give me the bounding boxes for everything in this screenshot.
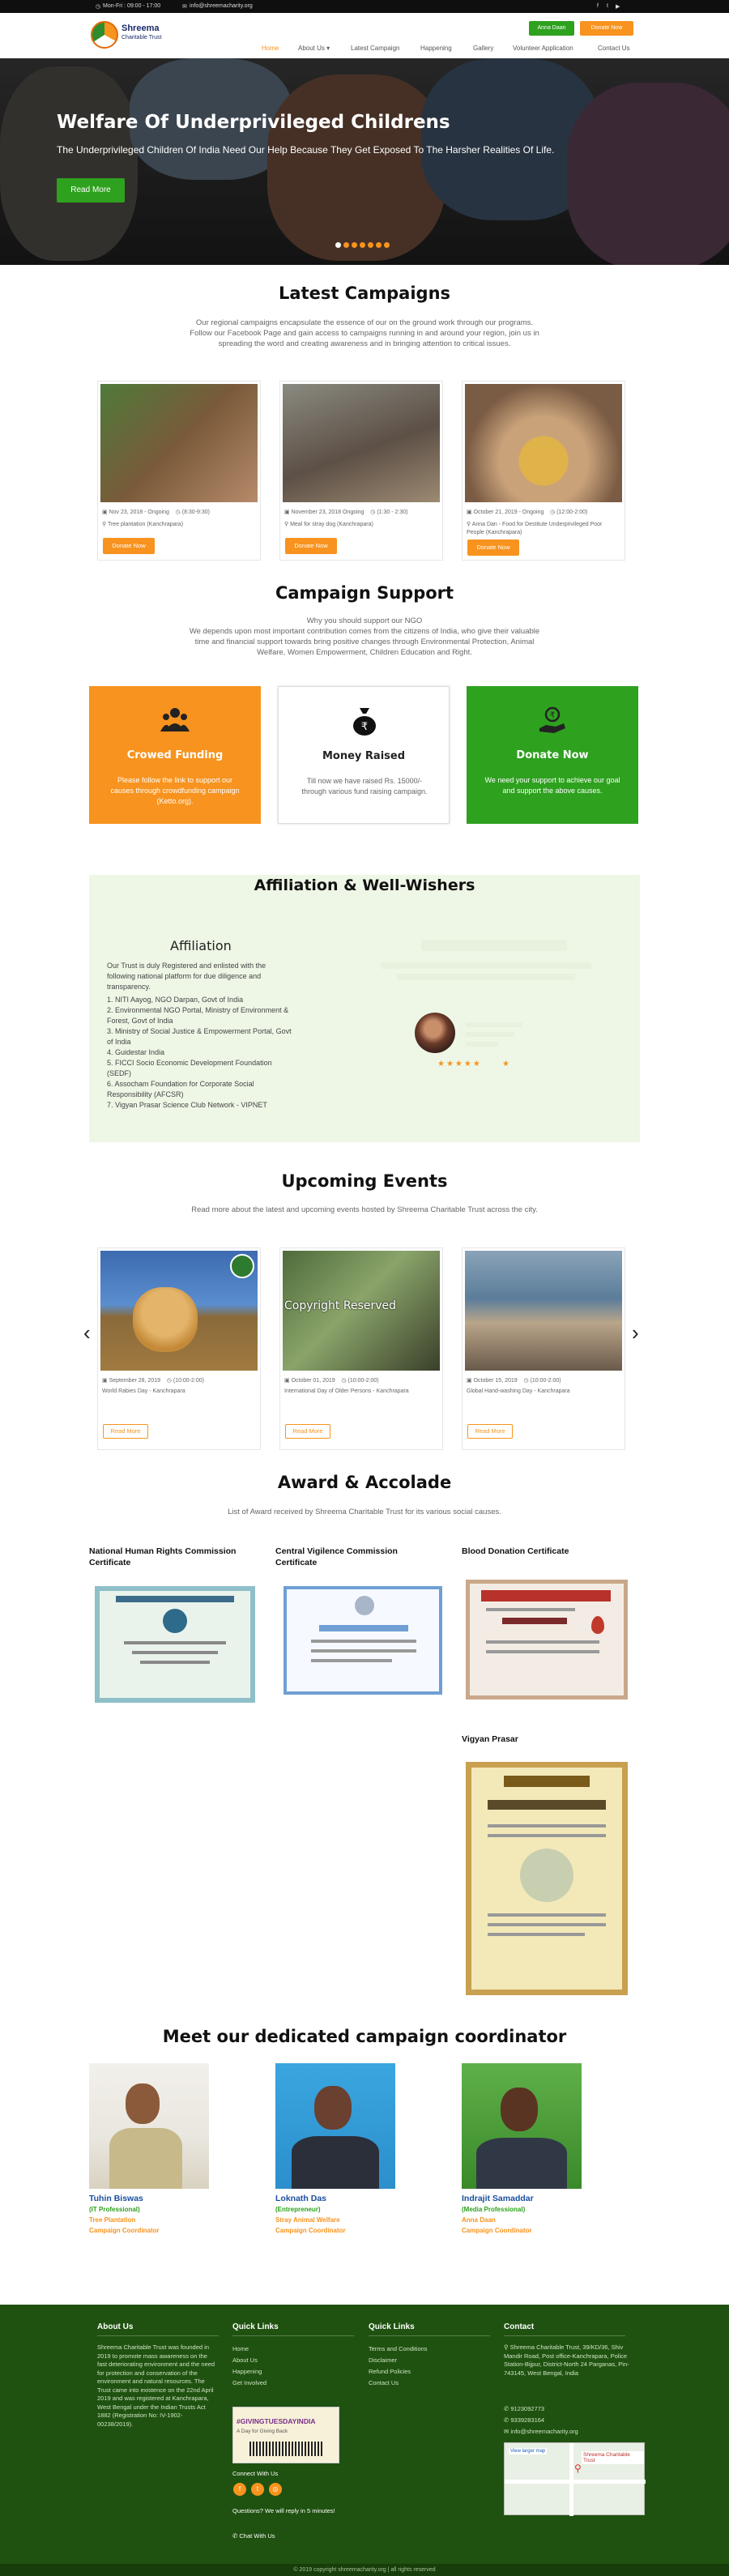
- footer-link-terms[interactable]: Terms and Conditions: [369, 2345, 428, 2352]
- crowdfunding-text: Please follow the link to support our causes through crowdfunding campaign (Ketto.org).: [110, 776, 240, 805]
- footer-quick-links-title: Quick Links: [232, 2322, 279, 2331]
- opening-hours: Mon-Fri : 09:00 - 17:00: [103, 3, 161, 9]
- testimonial-faded-role: [466, 1042, 498, 1047]
- member-name: Loknath Das: [275, 2194, 327, 2203]
- calendar-icon: ▣: [102, 1378, 109, 1384]
- map-road: [569, 2443, 573, 2516]
- rating-star: ★: [502, 1060, 509, 1068]
- slider-dot[interactable]: [343, 242, 349, 248]
- cert-text-line: [488, 1933, 585, 1936]
- anna-daan-button[interactable]: Anna Daan: [529, 21, 574, 36]
- givingtuesday-banner[interactable]: [232, 2407, 339, 2463]
- blood-drop-icon: [591, 1616, 604, 1634]
- cert-text-line: [140, 1661, 210, 1664]
- cert-header-bar: [488, 1800, 606, 1810]
- affiliation-item: 2. Environmental NGO Portal, Ministry of Environment & Forest, Govt of India: [107, 1006, 289, 1025]
- campaign-date: ▣ November 23, 2018 Ongoing ◷ (1:30 - 2:30): [284, 510, 408, 515]
- slider-dot[interactable]: [384, 242, 390, 248]
- location-pin-icon: ⚲: [284, 522, 291, 527]
- testimonial-faded-role: [466, 1032, 514, 1037]
- footer-link-disclaimer[interactable]: Disclaimer: [369, 2356, 398, 2364]
- footer-quick-links-title: Quick Links: [369, 2322, 415, 2331]
- cert-header-bar: [504, 1776, 590, 1787]
- calendar-icon: ▣: [102, 510, 109, 515]
- cert-text-line: [311, 1640, 416, 1643]
- copyright-bar: © 2019 copyright shreemacharity.org | all rights reserved: [0, 2564, 729, 2576]
- event-date: ▣ October 01, 2019 ◷ (10:00-2:00): [284, 1378, 379, 1384]
- campaign-photo[interactable]: [100, 384, 258, 502]
- twitter-icon[interactable]: t: [607, 3, 608, 9]
- money-raised-title: Money Raised: [322, 750, 406, 762]
- member-position: Campaign Coordinator: [89, 2227, 160, 2234]
- campaign-photo[interactable]: [465, 384, 622, 502]
- nav-about-us[interactable]: About Us ▾: [298, 45, 330, 52]
- member-position: Campaign Coordinator: [462, 2227, 532, 2234]
- dog-shape: [133, 1287, 198, 1352]
- cert-text-line: [124, 1641, 226, 1644]
- money-raised-text: Till now we have raised Rs. 15000/- through various fund raising campaign.: [301, 777, 428, 795]
- event-read-more-button[interactable]: Read More: [467, 1424, 513, 1439]
- map-pin-label: Shreema Charitable Trust: [582, 2451, 644, 2464]
- affiliation-item: 3. Ministry of Social Justice & Empowerment Portal, Govt of India: [107, 1027, 292, 1046]
- event-photo[interactable]: [100, 1251, 258, 1371]
- events-next-arrow[interactable]: ›: [632, 1320, 639, 1345]
- footer: [0, 2305, 729, 2576]
- affiliation-intro: Our Trust is duly Registered and enlisted with the following national platform for due diligence and transparency.: [107, 962, 266, 991]
- member-campaign: Tree Plantation: [89, 2216, 136, 2224]
- chat-with-us-button[interactable]: ✆ Chat With Us: [232, 2532, 275, 2540]
- member-face: [126, 2083, 160, 2124]
- connect-with-us-label: Connect With Us: [232, 2470, 279, 2477]
- brand-name[interactable]: Shreema: [122, 23, 160, 33]
- testimonial-faded-heading: [421, 940, 567, 951]
- location-map[interactable]: [504, 2442, 645, 2515]
- campaign-photo[interactable]: [283, 384, 440, 502]
- member-campaign: Stray Animal Welfare: [275, 2216, 340, 2224]
- footer-address: ⚲ Shreema Charitable Trust, 39/KD/36, Shiv Mandir Road, Post office-Kanchrapara, Police Station-Bijpur, District-North 24 Parganas, Pin-743145, West Bengal, India: [504, 2344, 629, 2377]
- donate-icon: [536, 704, 569, 736]
- clock-icon: ◷: [550, 510, 557, 515]
- mail-icon: ✉: [504, 2428, 511, 2435]
- clock-icon: ◷: [166, 1378, 173, 1384]
- cert-text-line: [486, 1640, 599, 1644]
- footer-link-home[interactable]: Home: [232, 2345, 249, 2352]
- cert-header-bar: [319, 1625, 408, 1631]
- nav-volunteer-application[interactable]: Volunteer Application: [513, 45, 573, 52]
- cert-text-line: [486, 1650, 599, 1653]
- team-title: Meet our dedicated campaign coordinator: [162, 2027, 567, 2046]
- cert-emblem: [355, 1596, 374, 1615]
- testimonial-faded-text: [381, 962, 591, 969]
- testimonial-slider[interactable]: [348, 932, 624, 1069]
- svg-text:₹: ₹: [360, 721, 369, 733]
- awards-title: Award & Accolade: [277, 1473, 452, 1492]
- brand-tagline: Charitable Trust: [122, 35, 162, 41]
- hero-overlay: [0, 58, 729, 265]
- member-face: [314, 2086, 352, 2130]
- testimonial-faded-text: [397, 974, 575, 980]
- campaign-location: ⚲ Meal for stray dog (Kanchrapara): [284, 522, 373, 527]
- location-pin-icon: ⚲: [504, 2344, 510, 2351]
- footer-phone-1[interactable]: ✆ 9123092773: [504, 2405, 545, 2412]
- testimonial-faded-name: [466, 1022, 522, 1027]
- cert-text-line: [132, 1651, 218, 1654]
- member-name: Indrajit Samaddar: [462, 2194, 534, 2203]
- footer-contact-title: Contact: [504, 2322, 535, 2331]
- cert-text-line: [488, 1824, 606, 1828]
- campaign-location: ⚲ Anna Dan - Food for Destitute Underprivileged Poor People (Kanchrapara): [467, 522, 603, 535]
- cert-emblem: [163, 1609, 187, 1633]
- givingtuesday-graphic: [249, 2442, 324, 2456]
- support-lead: Why you should support our NGO: [306, 616, 423, 625]
- affiliation-item: 4. Guidestar India: [107, 1048, 165, 1056]
- map-road: [505, 2480, 646, 2484]
- hero-read-more-button[interactable]: Read More: [57, 178, 125, 203]
- twitter-icon[interactable]: t: [251, 2483, 264, 2496]
- events-title: Upcoming Events: [281, 1171, 448, 1191]
- chevron-down-icon: ▾: [326, 45, 330, 52]
- nav-contact-us[interactable]: Contact Us: [598, 45, 630, 52]
- nav-gallery[interactable]: Gallery: [473, 45, 494, 52]
- member-body: [292, 2136, 379, 2189]
- footer-link-refund[interactable]: Refund Policies: [369, 2368, 411, 2375]
- member-campaign: Anna Daan: [462, 2216, 496, 2224]
- footer-email[interactable]: ✉ info@shreemacharity.org: [504, 2428, 578, 2435]
- nav-home[interactable]: Home: [262, 45, 279, 52]
- slider-dot[interactable]: [376, 242, 382, 248]
- support-title: Campaign Support: [275, 583, 454, 603]
- footer-link-contact[interactable]: Contact Us: [369, 2379, 399, 2386]
- event-read-more-button[interactable]: Read More: [285, 1424, 330, 1439]
- member-position: Campaign Coordinator: [275, 2227, 346, 2234]
- event-photo[interactable]: [465, 1251, 622, 1371]
- campaign-donate-button[interactable]: Donate Now: [285, 538, 337, 554]
- events-intro: Read more about the latest and upcoming events hosted by Shreema Charitable Trust across the city.: [191, 1205, 538, 1214]
- money-raised-box: [278, 686, 450, 824]
- instagram-icon[interactable]: ◎: [269, 2483, 282, 2496]
- crowdfunding-title: Crowed Funding: [126, 749, 224, 761]
- member-role: (Entrepreneur): [275, 2206, 321, 2213]
- events-prev-arrow[interactable]: ‹: [83, 1320, 91, 1345]
- donate-now-box[interactable]: [467, 686, 638, 824]
- campaign-donate-button[interactable]: Donate Now: [103, 538, 155, 554]
- cert-text-line: [311, 1659, 392, 1662]
- donate-now-header-button[interactable]: Donate Now: [580, 21, 633, 36]
- footer-link-about[interactable]: About Us: [232, 2356, 258, 2364]
- event-logo: [230, 1254, 254, 1278]
- member-role: (IT Professional): [89, 2206, 140, 2213]
- footer-link-get-involved[interactable]: Get Involved: [232, 2379, 267, 2386]
- phone-icon: ✆: [504, 2405, 511, 2412]
- affiliation-item: 5. FICCI Socio Economic Development Foundation (SEDF): [107, 1059, 272, 1077]
- member-body: [109, 2128, 182, 2189]
- campaign-date: ▣ October 21, 2019 - Ongoing ◷ (12:00-2:00): [467, 510, 588, 515]
- awards-intro: List of Award received by Shreema Charitable Trust for its various social causes.: [228, 1508, 501, 1516]
- cert-text-line: [488, 1923, 606, 1926]
- award-title: Vigyan Prasar: [462, 1734, 518, 1744]
- donate-now-title: Donate Now: [516, 749, 589, 761]
- calendar-icon: ▣: [467, 510, 474, 515]
- calendar-icon: ▣: [284, 1378, 292, 1384]
- affiliation-subtitle: Affiliation: [170, 938, 232, 953]
- map-pin-icon: ⚲: [574, 2463, 582, 2474]
- footer-link-happening[interactable]: Happening: [232, 2368, 262, 2375]
- affiliation-item: 7. Vigyan Prasar Science Club Network - VIPNET: [107, 1101, 267, 1109]
- facebook-icon[interactable]: f: [597, 3, 599, 9]
- photo-watermark: Copyright Reserved: [284, 1299, 397, 1312]
- crowdfunding-box[interactable]: [89, 686, 261, 824]
- givingtuesday-subtitle: A Day for Giving Back: [237, 2429, 288, 2434]
- vigyan-prasar-certificate-image[interactable]: [466, 1762, 628, 1995]
- hero-slider: [0, 58, 729, 265]
- hero-subtitle: The Underprivileged Children Of India Need Our Help Because They Get Exposed To The Harsher Realities Of Life.: [57, 144, 555, 156]
- rating-stars: ★★★★★: [437, 1060, 482, 1068]
- campaign-donate-button[interactable]: Donate Now: [467, 540, 519, 556]
- cvc-certificate-image[interactable]: [284, 1586, 442, 1695]
- event-title: International Day of Older Persons - Kanchrapara: [284, 1388, 409, 1394]
- cert-header-bar: [481, 1590, 611, 1601]
- event-date: ▣ October 15, 2019 ◷ (10:00-2:00): [467, 1378, 561, 1384]
- footer-divider: [97, 2335, 219, 2336]
- event-date: ▣ September 28, 2019 ◷ (10:00-2:00): [102, 1378, 204, 1384]
- cert-text-line: [488, 1913, 606, 1917]
- event-photo[interactable]: [283, 1251, 440, 1371]
- footer-divider: [504, 2335, 625, 2336]
- affiliation-title: Affiliation & Well-Wishers: [254, 876, 475, 894]
- mail-icon: ✉: [182, 4, 187, 10]
- blood-donation-certificate-image[interactable]: [466, 1580, 628, 1700]
- svg-text:₹: ₹: [549, 711, 556, 720]
- affiliation-item: 6. Assocham Foundation for Corporate Social Responsibility (AFCSR): [107, 1080, 254, 1098]
- event-read-more-button[interactable]: Read More: [103, 1424, 148, 1439]
- calendar-icon: ▣: [467, 1378, 474, 1384]
- footer-about-title: About Us: [97, 2322, 134, 2331]
- campaign-location: ⚲ Tree plantation (Kanchrapara): [102, 522, 184, 527]
- slider-dot[interactable]: [360, 242, 365, 248]
- givingtuesday-title: #GIVINGTUESDAYINDIA: [237, 2417, 316, 2425]
- award-title: Blood Donation Certificate: [462, 1546, 569, 1556]
- member-photo[interactable]: [462, 2063, 582, 2189]
- testimonial-avatar: [415, 1013, 455, 1053]
- people-icon: [159, 704, 191, 736]
- youtube-icon[interactable]: ▶: [616, 4, 620, 10]
- nav-latest-campaign[interactable]: Latest Campaign: [351, 45, 400, 52]
- member-photo[interactable]: [89, 2063, 209, 2189]
- chat-prompt-text: Questions? We will reply in 5 minutes!: [232, 2507, 335, 2514]
- footer-about-text: Shreema Charitable Trust was founded in 2019 to promote mass awareness on the fast deteriorating environment and the need for protection and conservation of the environment and natural resources. The Trust came into existence on the 22nd April 2019 and was registered at Kanchrapara, West Bengal under the Indian Trusts Act 1882 (Registration No: IV-1902-00238/2019).: [97, 2344, 215, 2428]
- slider-dot[interactable]: [352, 242, 357, 248]
- campaign-date: ▣ Nov 23, 2018 - Ongoing ◷ (8:30-9:30): [102, 510, 210, 515]
- footer-divider: [232, 2335, 354, 2336]
- award-title: Central Vigilence Commission Certificate: [275, 1546, 398, 1567]
- clock-icon: ◷: [370, 510, 377, 515]
- view-larger-map-link[interactable]: View larger map: [510, 2449, 546, 2454]
- cert-text-line: [486, 1608, 575, 1611]
- clock-icon: ◷: [523, 1378, 531, 1384]
- cert-text-line: [488, 1834, 606, 1837]
- nhrc-certificate-image[interactable]: [95, 1586, 255, 1703]
- cert-watermark: [520, 1849, 573, 1902]
- footer-divider: [369, 2335, 490, 2336]
- footer-phone-2[interactable]: ✆ 9339283164: [504, 2416, 545, 2424]
- member-role: (Media Professional): [462, 2206, 526, 2213]
- slider-dot[interactable]: [335, 242, 341, 248]
- slider-dot[interactable]: [368, 242, 373, 248]
- money-bag-icon: [348, 705, 381, 737]
- affiliation-item: 1. NITI Aayog, NGO Darpan, Govt of India: [107, 996, 244, 1004]
- member-face: [501, 2088, 538, 2131]
- member-photo[interactable]: [275, 2063, 395, 2189]
- logo[interactable]: [91, 21, 118, 49]
- clock-icon: ◷: [175, 510, 182, 515]
- calendar-icon: ▣: [284, 510, 292, 515]
- location-pin-icon: ⚲: [467, 522, 472, 527]
- whatsapp-icon: ✆: [232, 2532, 240, 2540]
- affiliation-list: [107, 995, 295, 1111]
- support-intro: We depends upon most important contribution comes from the citizens of India, who give their valuable time and financial support towards bring positive changes through Environmental Protection, Animal Welfare, Women Empowerment, Children Education and Right.: [189, 627, 540, 657]
- member-body: [476, 2138, 567, 2189]
- location-pin-icon: ⚲: [102, 522, 108, 527]
- clock-icon: ◷: [96, 4, 101, 10]
- event-title: Global Hand-washing Day - Kanchrapara: [467, 1388, 570, 1394]
- nav-happening[interactable]: Happening: [420, 45, 452, 52]
- hero-title: Welfare Of Underprivileged Childrens: [57, 112, 450, 133]
- member-name: Tuhin Biswas: [89, 2194, 143, 2203]
- campaigns-intro: Our regional campaigns encapsulate the essence of our on the ground work through our programs. Follow our Facebook Page and gain access to campaigns running in and around your region, join us in spreading the word and creating awareness and in bringing attention to critical issues.: [190, 318, 539, 348]
- cert-text-line: [502, 1618, 567, 1624]
- cert-text-line: [311, 1649, 416, 1653]
- campaigns-title: Latest Campaigns: [278, 284, 451, 303]
- cert-header-bar: [116, 1596, 234, 1602]
- top-bar: [0, 0, 729, 13]
- phone-icon: ✆: [504, 2416, 511, 2424]
- event-title: World Rabies Day - Kanchrapara: [102, 1388, 185, 1394]
- clock-icon: ◷: [341, 1378, 348, 1384]
- award-title: National Human Rights Commission Certificate: [89, 1546, 237, 1567]
- donate-now-text: We need your support to achieve our goal and support the above causes.: [484, 776, 620, 795]
- facebook-icon[interactable]: f: [233, 2483, 246, 2496]
- topbar-email[interactable]: info@shreemacharity.org: [190, 3, 253, 9]
